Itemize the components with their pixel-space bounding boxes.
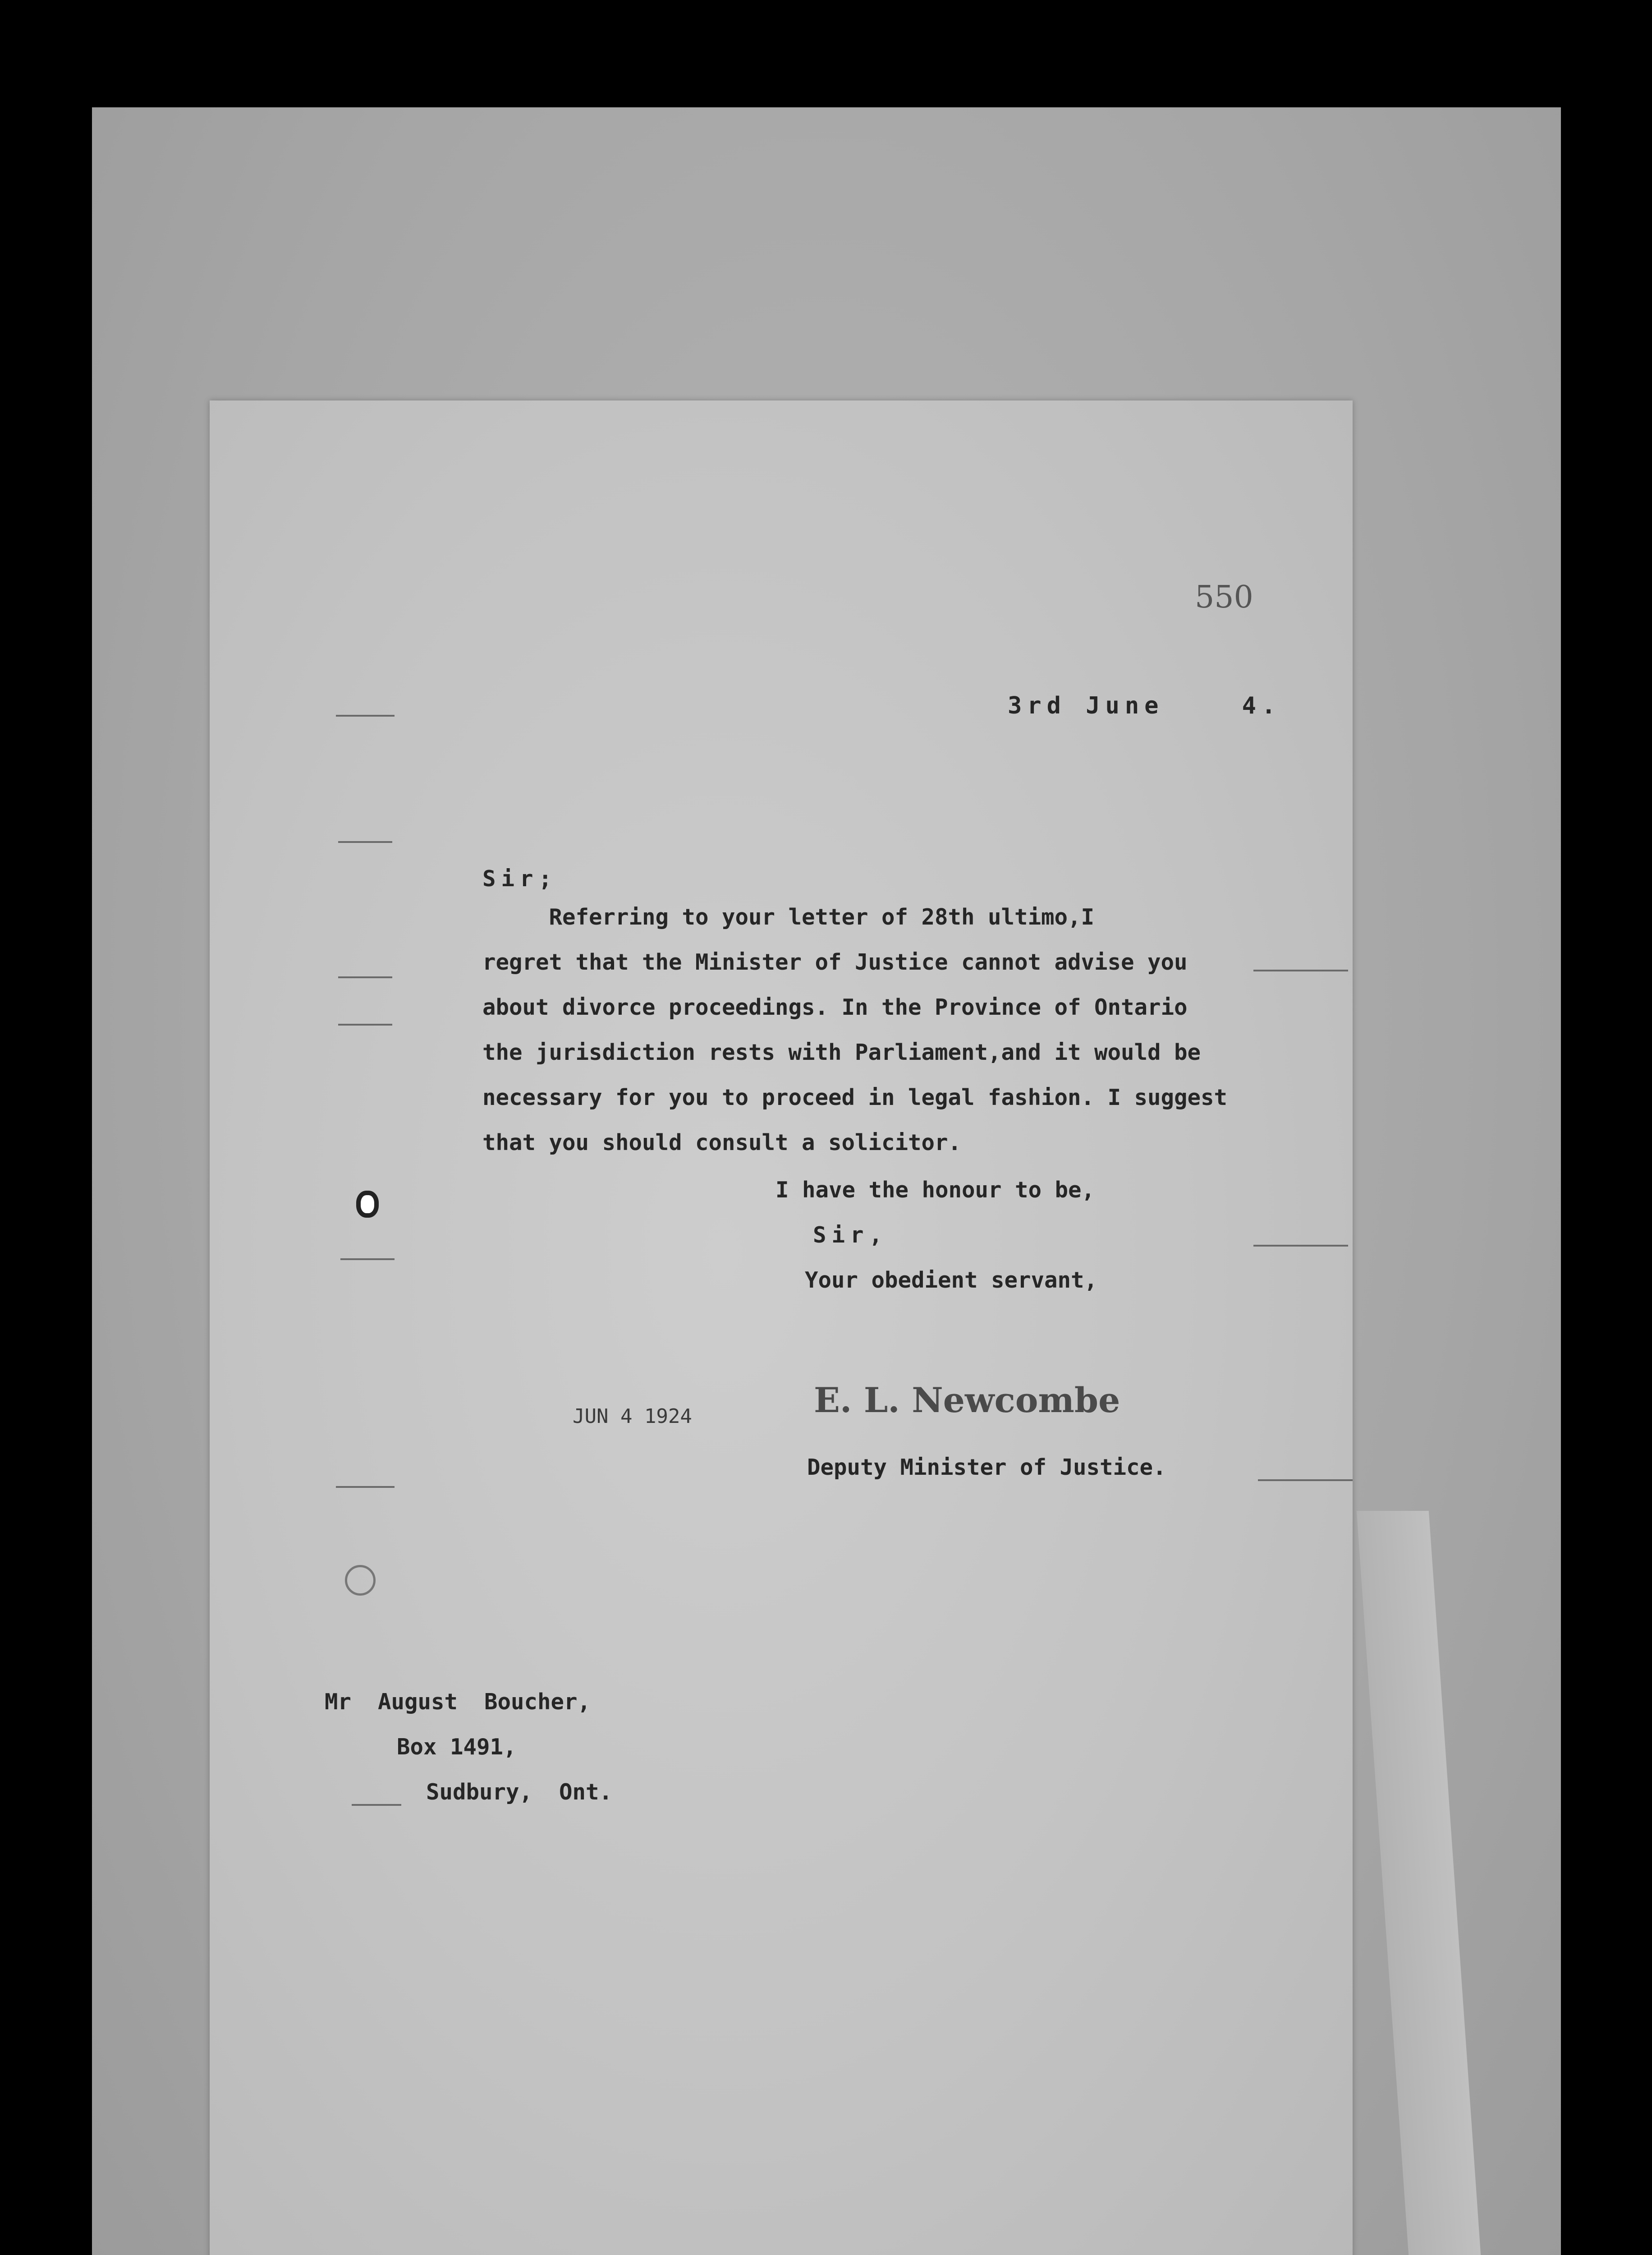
body-line: regret that the Minister of Justice cannot advise you — [482, 949, 1188, 975]
address-line: Mr August Boucher, — [325, 1689, 591, 1715]
margin-mark — [1253, 1245, 1348, 1247]
salutation: Sir; — [482, 866, 558, 892]
margin-mark — [338, 841, 392, 843]
margin-mark — [338, 976, 392, 978]
signature: E. L. Newcombe — [814, 1380, 1120, 1420]
closing-line: Sir, — [776, 1222, 888, 1248]
punch-hole — [356, 1191, 379, 1218]
margin-mark — [336, 715, 395, 717]
margin-mark — [338, 1024, 392, 1026]
letter-page — [210, 400, 1353, 2255]
margin-mark — [1258, 1479, 1353, 1481]
body-line: about divorce proceedings. In the Province of Ontario — [482, 994, 1188, 1020]
date-stamp: JUN 4 1924 — [573, 1405, 692, 1428]
body-line: Referring to your letter of 28th ultimo,I — [482, 904, 1095, 930]
address-line: Sudbury, Ont. — [426, 1779, 613, 1805]
page-number: 550 — [1195, 580, 1253, 615]
signer-title: Deputy Minister of Justice. — [807, 1454, 1166, 1480]
address-line: Box 1491, — [397, 1734, 517, 1760]
margin-mark — [352, 1804, 401, 1806]
margin-mark — [1253, 970, 1348, 971]
margin-mark — [336, 1486, 395, 1488]
body-line: necessary for you to proceed in legal fashion. I suggest — [482, 1085, 1228, 1110]
closing-line: Your obedient servant, — [805, 1267, 1098, 1293]
letter-date: 3rd June 4. — [1008, 692, 1281, 719]
margin-mark — [340, 1258, 395, 1260]
body-line: that you should consult a solicitor. — [482, 1130, 962, 1155]
body-line: the jurisdiction rests with Parliament,and it would be — [482, 1040, 1201, 1065]
punch-hole — [345, 1565, 376, 1596]
closing-line: I have the honour to be, — [776, 1177, 1095, 1203]
